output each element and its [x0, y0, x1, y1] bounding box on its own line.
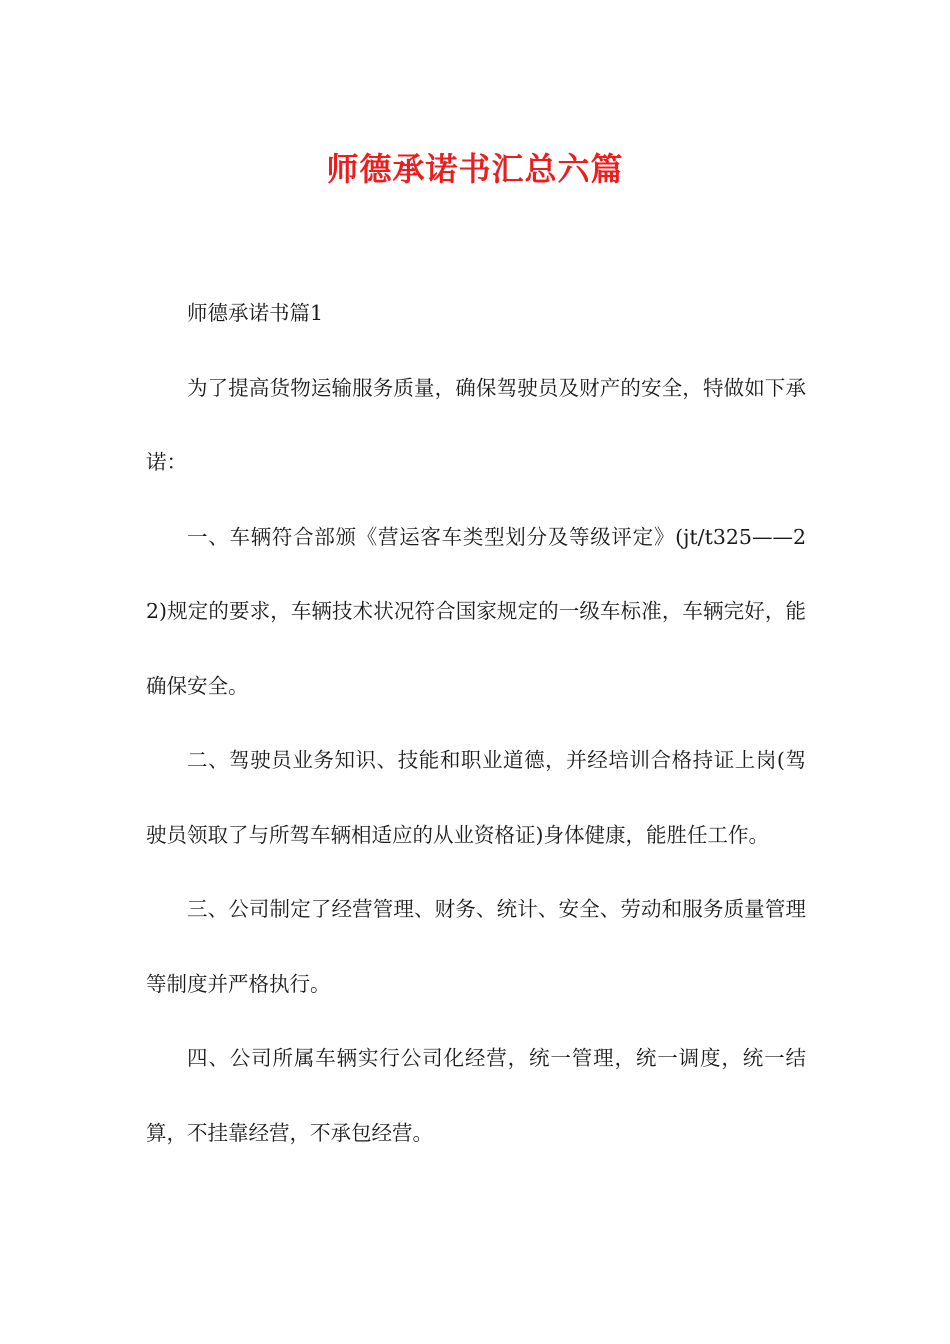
document-title: 师德承诺书汇总六篇	[326, 150, 624, 188]
commitment-item-1: 一、车辆符合部颁《营运客车类型划分及等级评定》(jt/t325——22)规定的要求，车辆技术状况符合国家规定的一级车标准，车辆完好，能确保安全。	[146, 524, 806, 698]
document-body	[146, 276, 806, 1170]
commitment-item-3: 三、公司制定了经营管理、财务、统计、安全、劳动和服务质量管理等制度并严格执行。	[146, 897, 806, 996]
section-heading: 师德承诺书篇1	[187, 301, 324, 325]
commitment-item-2: 二、驾驶员业务知识、技能和职业道德，并经培训合格持证上岗(驾驶员领取了与所驾车辆相适应的从业资格证)身体健康，能胜任工作。	[146, 748, 806, 847]
commitment-item-4: 四、公司所属车辆实行公司化经营，统一管理，统一调度，统一结算，不挂靠经营，不承包经营。	[146, 1046, 806, 1145]
intro-paragraph: 为了提高货物运输服务质量，确保驾驶员及财产的安全，特做如下承诺：	[146, 375, 806, 474]
